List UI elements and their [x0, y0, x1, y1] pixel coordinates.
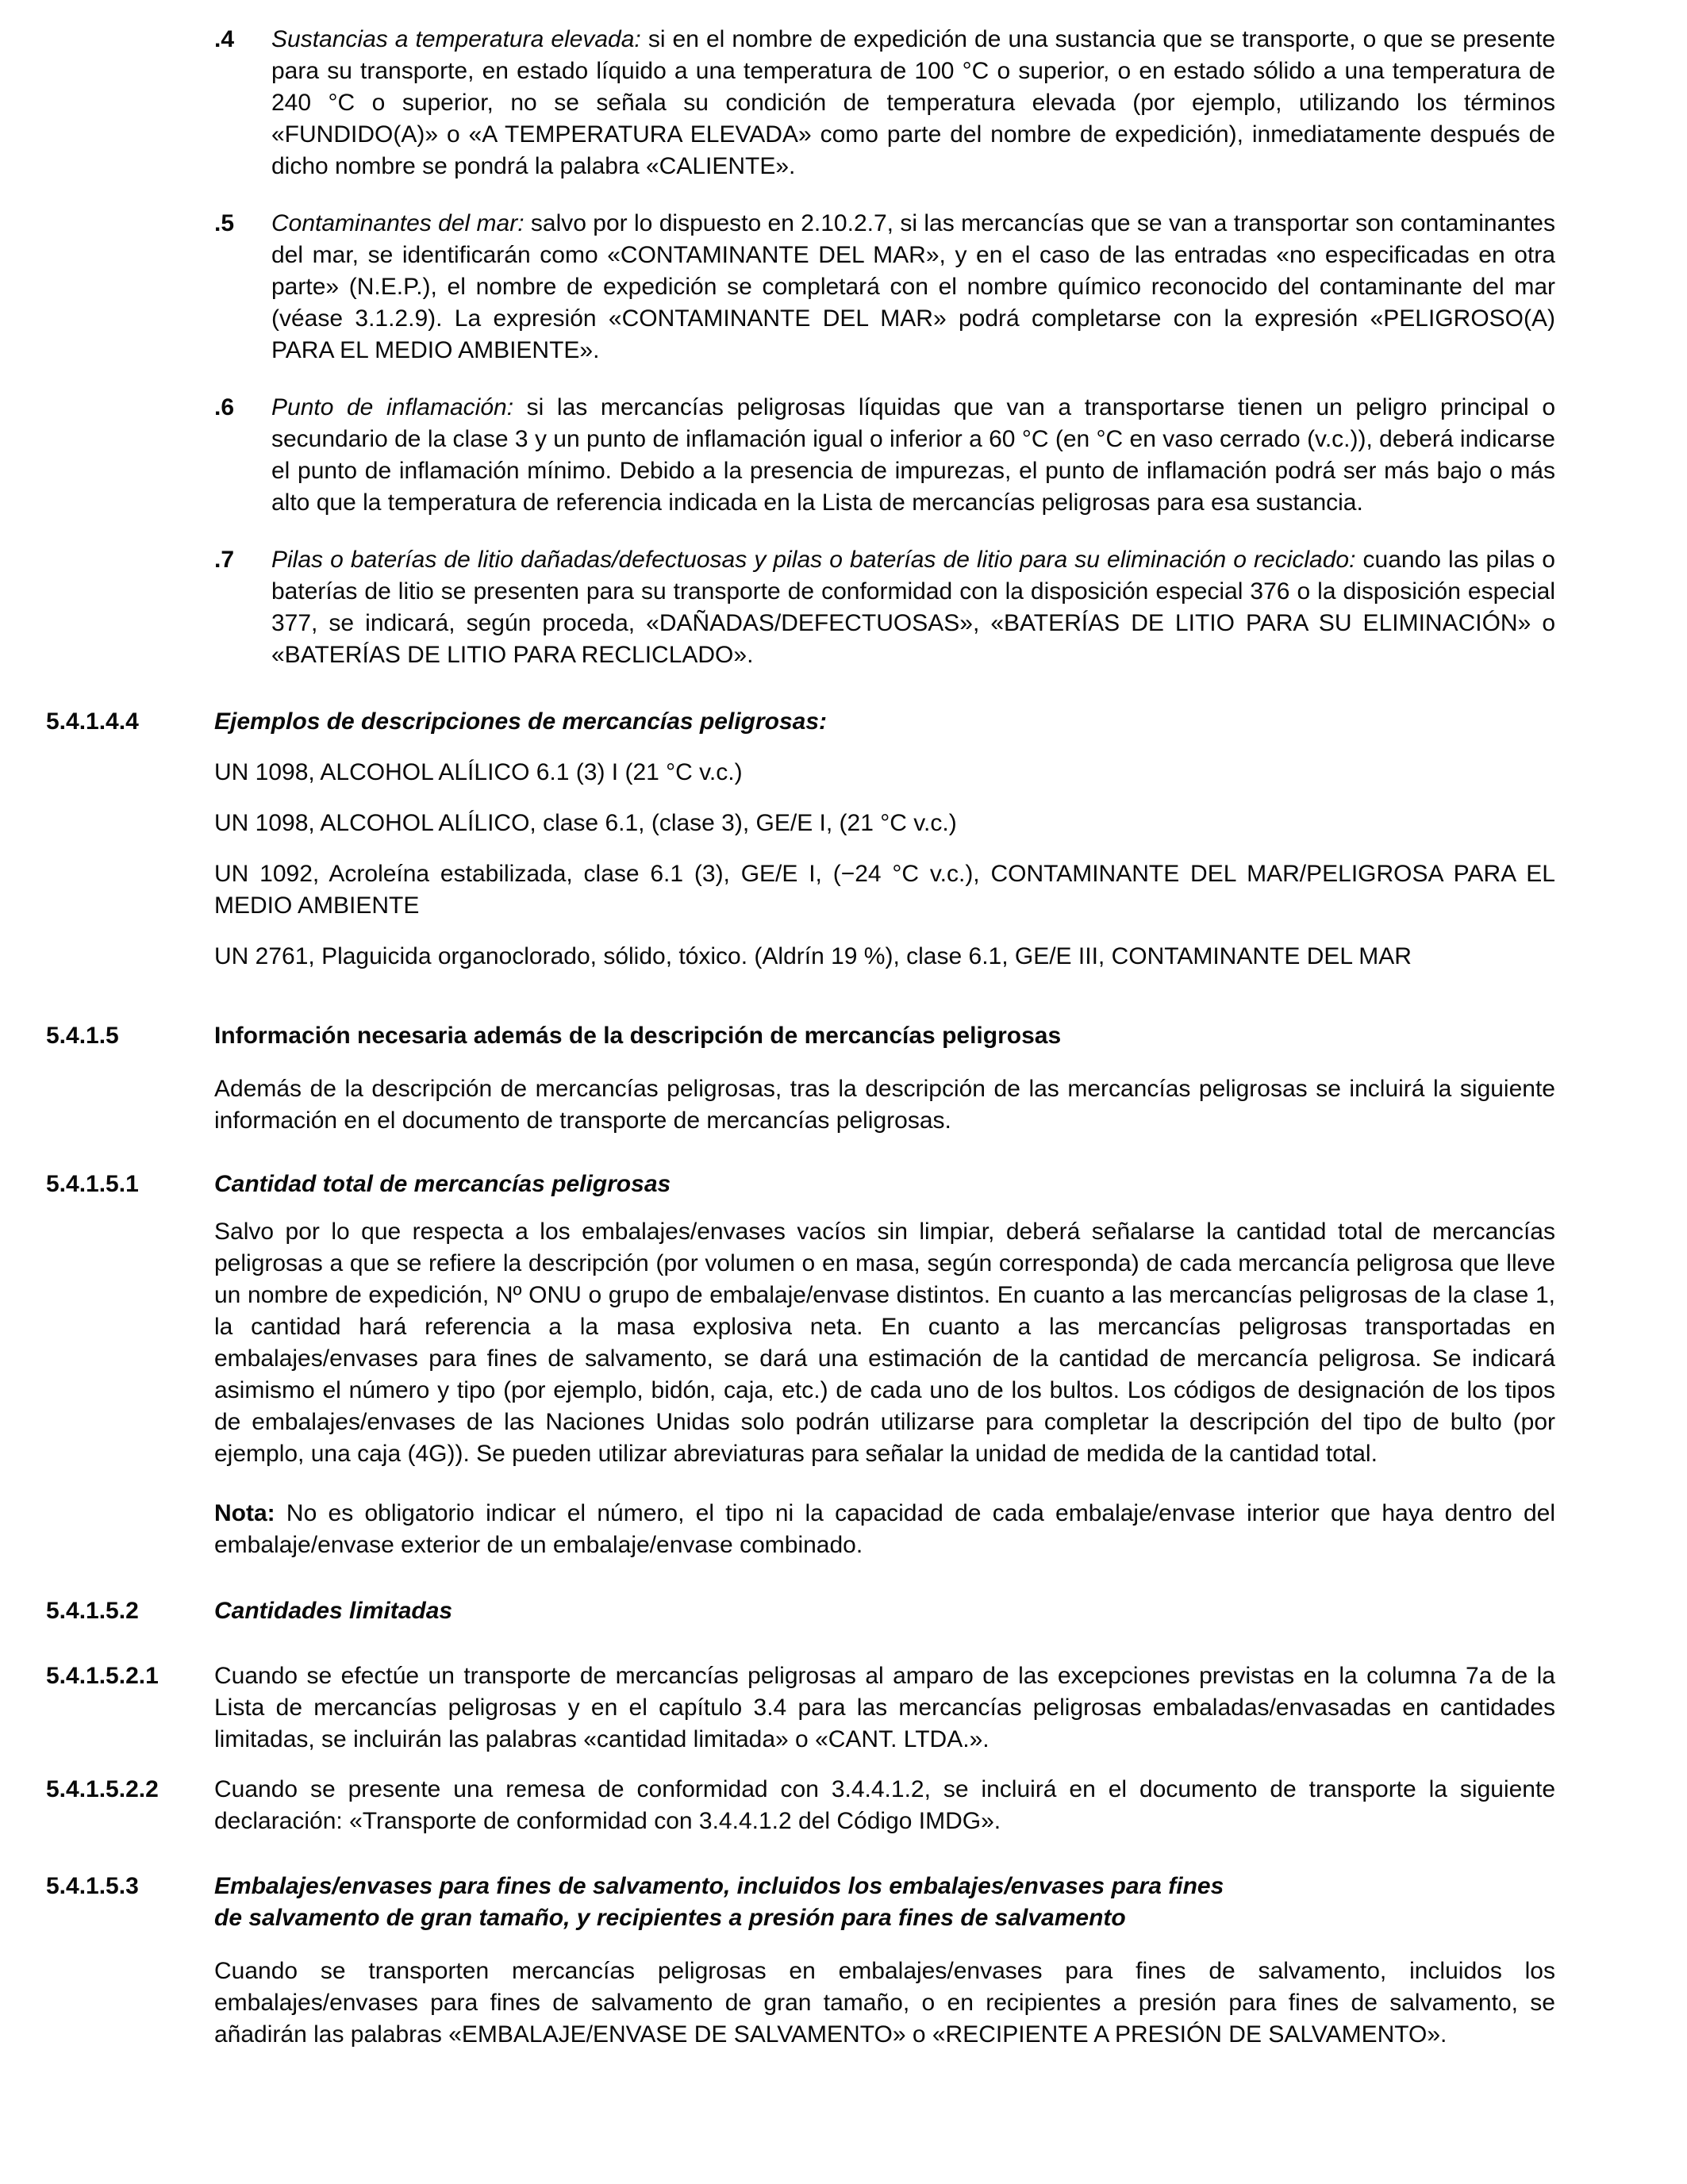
section-heading-row [0, 706, 1555, 738]
section-heading [214, 1871, 1555, 1934]
section-heading: Cantidad total de mercancías peligrosas [214, 1171, 671, 1197]
list-item-marker: .6 [214, 394, 235, 420]
list-item-marker: .7 [214, 547, 235, 573]
list-item [0, 392, 1555, 519]
section-number: 5.4.1.5 [46, 1023, 119, 1049]
section-paragraph-row [0, 1956, 1555, 2051]
section-paragraph-row [0, 1660, 1555, 1756]
section-paragraph-row [0, 1774, 1555, 1837]
list-item-lead: Contaminantes del mar: [271, 210, 525, 236]
section-heading: Información necesaria además de la descripción de mercancías peligrosas [214, 1023, 1062, 1049]
list-item-text [271, 392, 1555, 519]
list-item-marker: .4 [214, 26, 235, 52]
section-paragraph-row [0, 1073, 1555, 1137]
section-heading: Ejemplos de descripciones de mercancías peligrosas: [214, 708, 827, 735]
example-line: UN 2761, Plaguicida organoclorado, sólido, tóxico. (Aldrín 19 %), clase 6.1, GE/E III, CONTAMINANTE DEL MAR [214, 943, 1412, 969]
section-heading-row [0, 1169, 1555, 1200]
example-line: UN 1098, ALCOHOL ALÍLICO, clase 6.1, (clase 3), GE/E I, (21 °C v.c.) [214, 810, 957, 836]
section-heading-row [0, 1020, 1555, 1052]
section-number: 5.4.1.4.4 [46, 708, 139, 735]
section-paragraph-row [0, 1216, 1555, 1470]
list-item [0, 544, 1555, 671]
example-line: UN 1098, ALCOHOL ALÍLICO 6.1 (3) I (21 °C v.c.) [214, 759, 743, 785]
list-item-text [271, 24, 1555, 182]
note-paragraph [214, 1498, 1555, 1561]
list-item-text [271, 208, 1555, 367]
section-number: 5.4.1.5.3 [46, 1873, 139, 1899]
example-row [0, 757, 1555, 789]
section-number: 5.4.1.5.2.1 [46, 1663, 159, 1689]
section-paragraph: Cuando se presente una remesa de conformidad con 3.4.4.1.2, se incluirá en el documento de transporte la siguiente declaración: «Transporte de conformidad con 3.4.4.1.2 del Código IMDG». [214, 1776, 1555, 1834]
list-item [0, 208, 1555, 367]
section-number: 5.4.1.5.2 [46, 1598, 139, 1624]
section-paragraph: Salvo por lo que respecta a los embalajes/envases vacíos sin limpiar, deberá señalarse la cantidad total de mercancías peligrosas a que se refiere la descripción (por volumen o en masa, según corresponda) de cada mercancía peligrosa que lleve un nombre de expedición, Nº ONU o grupo de embalaje/envase distintos. En cuanto a las mercancías peligrosas de la clase 1, la cantidad hará referencia a la masa explosiva neta. En cuanto a las mercancías peligrosas transportadas en embalajes/envases para fines de salvamento, se dará una estimación de la cantidad de mercancía peligrosa. Se indicará asimismo el número y tipo (por ejemplo, bidón, caja, etc.) de cada uno de los bultos. Los códigos de designación de los tipos de embalajes/envases de las Naciones Unidas solo podrán utilizarse para completar la descripción del tipo de bulto (por ejemplo, una caja (4G)). Se pueden utilizar abreviaturas para señalar la unidad de medida de la cantidad total. [214, 1219, 1555, 1467]
section-number: 5.4.1.5.2.2 [46, 1776, 159, 1802]
list-item-lead: Pilas o baterías de litio dañadas/defectuosas y pilas o baterías de litio para su eliminación o reciclado: [271, 547, 1356, 573]
section-heading-line1: Embalajes/envases para fines de salvamento, incluidos los embalajes/envases para fines [214, 1873, 1224, 1899]
section-number: 5.4.1.5.1 [46, 1171, 139, 1197]
section-heading-row [0, 1595, 1555, 1627]
example-row [0, 808, 1555, 839]
list-item-lead: Punto de inflamación: [271, 394, 514, 420]
list-item-lead: Sustancias a temperatura elevada: [271, 26, 641, 52]
section-paragraph: Cuando se transporten mercancías peligrosas en embalajes/envases para fines de salvamento, incluidos los embalajes/envases para fines de salvamento de gran tamaño, o en recipientes a presión para fines de salvamento, se añadirán las palabras «EMBALAJE/ENVASE DE SALVAMENTO» o «RECIPIENTE A PRESIÓN DE SALVAMENTO». [214, 1958, 1555, 2048]
section-heading-row [0, 1871, 1555, 1934]
list-item [0, 24, 1555, 182]
section-heading-line2: de salvamento de gran tamaño, y recipientes a presión para fines de salvamento [214, 1905, 1126, 1931]
section-heading: Cantidades limitadas [214, 1598, 453, 1624]
section-paragraph: Cuando se efectúe un transporte de mercancías peligrosas al amparo de las excepciones previstas en la columna 7a de la Lista de mercancías peligrosas y en el capítulo 3.4 para las mercancías peligrosas embaladas/envasadas en cantidades limitadas, se incluirán las palabras «cantidad limitada» o «CANT. LTDA.». [214, 1663, 1555, 1752]
example-line: UN 1092, Acroleína estabilizada, clase 6.1 (3), GE/E I, (−24 °C v.c.), CONTAMINANTE DEL MAR/PELIGROSA PARA EL MEDIO AMBIENTE [214, 861, 1555, 919]
note-paragraph-row [0, 1498, 1555, 1561]
list-item-body: salvo por lo dispuesto en 2.10.2.7, si las mercancías que se van a transportar son contaminantes del mar, se identificarán como «CONTAMINANTE DEL MAR», y en el caso de las entradas «no especificadas en otra parte» (N.E.P.), el nombre de expedición se completará con el nombre químico reconocido del contaminante del mar (véase 3.1.2.9). La expresión «CONTAMINANTE DEL MAR» podrá completarse con la expresión «PELIGROSO(A) PARA EL MEDIO AMBIENTE». [271, 210, 1555, 363]
list-item-text [271, 544, 1555, 671]
list-item-marker: .5 [214, 210, 235, 236]
note-label: Nota: [214, 1500, 275, 1526]
list-item-body: si en el nombre de expedición de una sustancia que se transporte, o que se presente para su transporte, en estado líquido a una temperatura de 100 °C o superior, o en estado sólido a una temperatura de 240 °C o superior, no se señala su condición de temperatura elevada (por ejemplo, utilizando los términos «FUNDIDO(A)» o «A TEMPERATURA ELEVADA» como parte del nombre de expedición), inmediatamente después de dicho nombre se pondrá la palabra «CALIENTE». [271, 26, 1555, 179]
list-item-body: cuando las pilas o baterías de litio se presenten para su transporte de conformidad con la disposición especial 376 o la disposición especial 377, se indicará, según proceda, «DAÑADAS/DEFECTUOSAS», «BATERÍAS DE LITIO PARA SU ELIMINACIÓN» o «BATERÍAS DE LITIO PARA RECLICLADO». [271, 547, 1555, 668]
example-row [0, 941, 1555, 973]
example-row [0, 858, 1555, 922]
section-paragraph: Además de la descripción de mercancías peligrosas, tras la descripción de las mercancías peligrosas se incluirá la siguiente información en el documento de transporte de mercancías peligrosas. [214, 1076, 1555, 1134]
list-item-body: si las mercancías peligrosas líquidas que van a transportarse tienen un peligro principal o secundario de la clase 3 y un punto de inflamación igual o inferior a 60 °C (en °C en vaso cerrado (v.c.)), deberá indicarse el punto de inflamación mínimo. Debido a la presencia de impurezas, el punto de inflamación podrá ser más bajo o más alto que la temperatura de referencia indicada en la Lista de mercancías peligrosas para esa sustancia. [271, 394, 1556, 516]
note-body: No es obligatorio indicar el número, el tipo ni la capacidad de cada embalaje/envase interior que haya dentro del embalaje/envase exterior de un embalaje/envase combinado. [214, 1500, 1555, 1558]
